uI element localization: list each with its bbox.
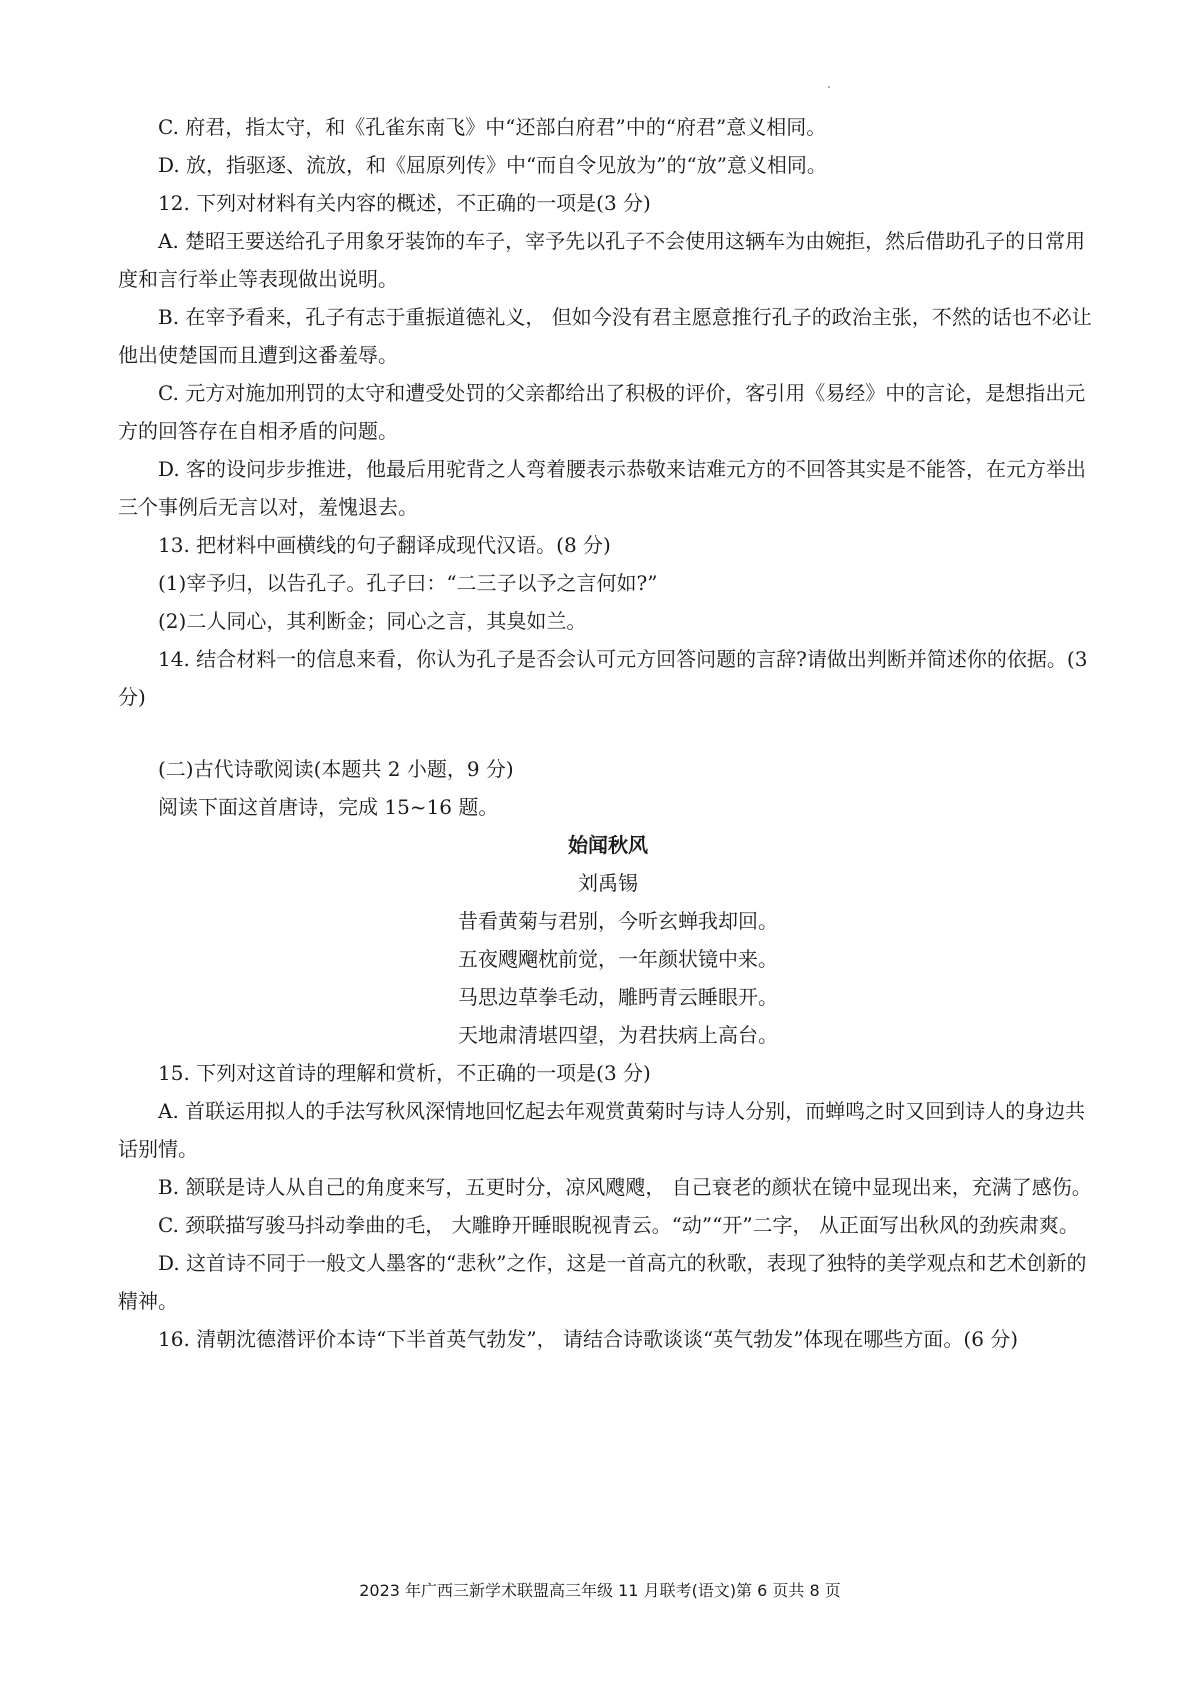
option-15-c: C. 颈联描写骏马抖动拳曲的毛， 大雕睁开睡眼睨视青云。“动”“开”二字， 从正面写出秋风的劲疾肃爽。 [158, 1213, 1079, 1237]
page-footer: 2023 年广西三新学术联盟高三年级 11 月联考(语文)第 6 页共 8 页 [359, 1581, 841, 1600]
question-16: 16. 清朝沈德潜评价本诗“下半首英气勃发”， 请结合诗歌谈谈“英气勃发”体现在哪些方面。(6 分) [158, 1327, 1019, 1351]
option-12-a: A. 楚昭王要送给孔子用象牙装饰的车子，宰予先以孔子不会使用这辆车为由婉拒，然后借助孔子的日常用度和言行举止等表现做出说明。 [118, 229, 1086, 291]
option-11-c: C. 府君，指太守，和《孔雀东南飞》中“还部白府君”中的“府君”意义相同。 [158, 115, 827, 139]
poem-title: 始闻秋风 [568, 833, 648, 857]
section-2-heading: (二)古代诗歌阅读(本题共 2 小题，9 分) [158, 757, 514, 781]
poem-line: 五夜飕飗枕前觉，一年颜状镜中来。 [458, 947, 778, 971]
option-11-d: D. 放，指驱逐、流放，和《屈原列传》中“而自令见放为”的“放”意义相同。 [158, 153, 827, 177]
poem-line: 天地肃清堪四望，为君扶病上高台。 [458, 1023, 778, 1047]
section-gap [118, 716, 1098, 750]
page-content [118, 108, 1098, 1358]
question-13: 13. 把材料中画横线的句子翻译成现代汉语。(8 分) [158, 533, 611, 557]
option-15-a: A. 首联运用拟人的手法写秋风深情地回忆起去年观赏黄菊时与诗人分别，而蝉鸣之时又回到诗人的身边共话别情。 [118, 1099, 1086, 1161]
option-12-b: B. 在宰予看来，孔子有志于重振道德礼义， 但如今没有君主愿意推行孔子的政治主张，不然的话也不必让他出使楚国而且遭到这番羞辱。 [118, 305, 1092, 367]
poem-author: 刘禹锡 [578, 871, 638, 895]
scan-speck [828, 86, 830, 88]
question-14: 14. 结合材料一的信息来看，你认为孔子是否会认可元方回答问题的言辞?请做出判断并简述你的依据。(3 分) [118, 647, 1088, 709]
option-15-d: D. 这首诗不同于一般文人墨客的“悲秋”之作，这是一首高亢的秋歌，表现了独特的美学观点和艺术创新的精神。 [118, 1251, 1087, 1313]
question-12: 12. 下列对材料有关内容的概述，不正确的一项是(3 分) [158, 191, 651, 215]
option-15-b: B. 颔联是诗人从自己的角度来写，五更时分，凉风飕飕， 自己衰老的颜状在镜中显现出来，充满了感伤。 [158, 1175, 1092, 1199]
poem-line: 昔看黄菊与君别，今听玄蝉我却回。 [458, 909, 778, 933]
option-12-d: D. 客的设问步步推进，他最后用驼背之人弯着腰表示恭敬来诘难元方的不回答其实是不能答，在元方举出三个事例后无言以对，羞愧退去。 [118, 457, 1087, 519]
option-12-c: C. 元方对施加刑罚的太守和遭受处罚的父亲都给出了积极的评价，客引用《易经》中的言论，是想指出元方的回答存在自相矛盾的问题。 [118, 381, 1086, 443]
section-2-intro: 阅读下面这首唐诗，完成 15~16 题。 [158, 795, 499, 819]
question-13-item-2: (2)二人同心，其利断金；同心之言，其臭如兰。 [158, 609, 587, 633]
question-15: 15. 下列对这首诗的理解和赏析，不正确的一项是(3 分) [158, 1061, 651, 1085]
question-13-item-1: (1)宰予归，以告孔子。孔子曰：“二三子以予之言何如?” [158, 571, 658, 595]
poem-line: 马思边草拳毛动，雕眄青云睡眼开。 [458, 985, 778, 1009]
